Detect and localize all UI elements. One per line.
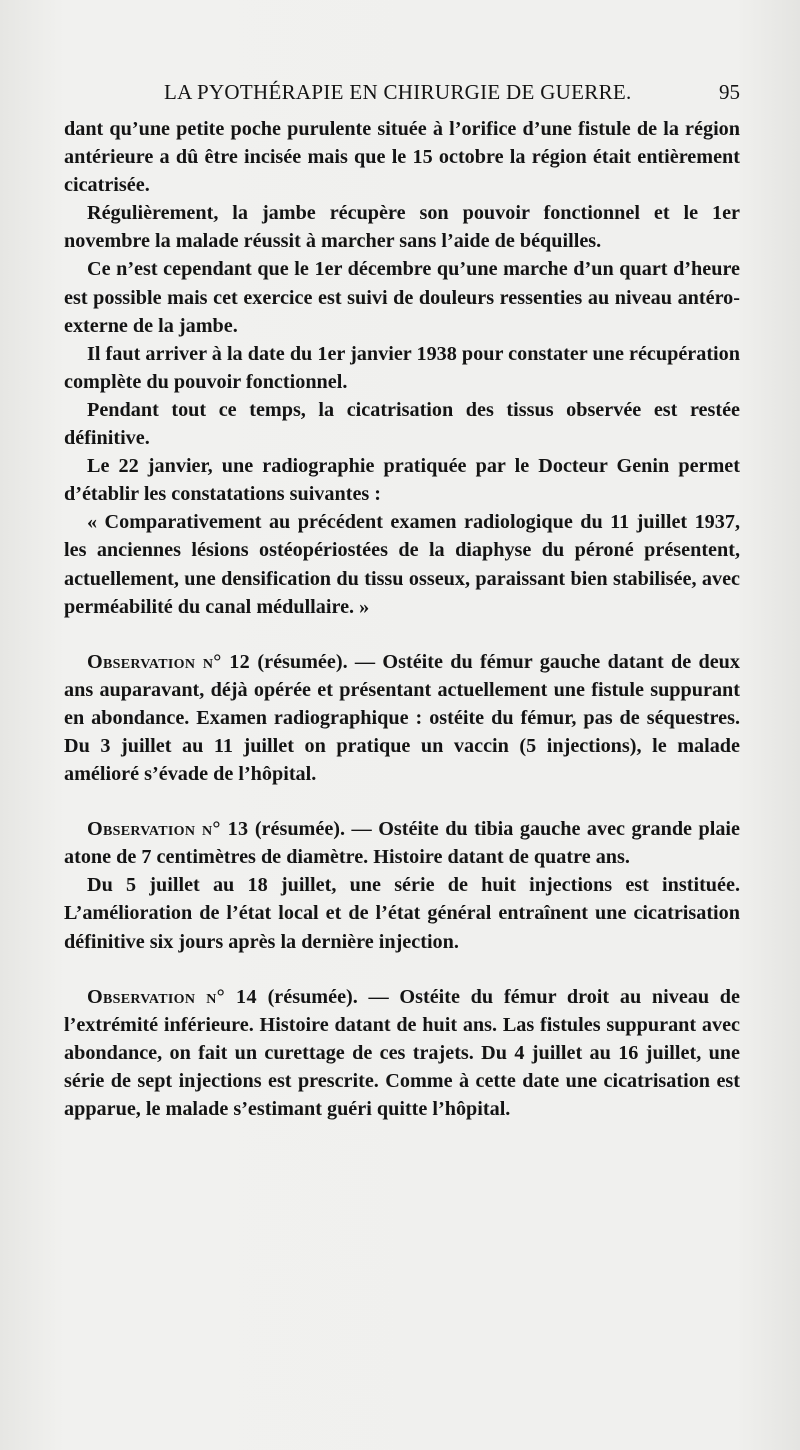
paragraph: Régulièrement, la jambe récupère son pouvoir fonctionnel et le 1er novembre la malade réussit à marcher sans l’aide de béquilles.: [64, 202, 740, 253]
paragraph: Ce n’est cependant que le 1er décembre qu’une marche d’un quart d’heure est possible mais cet exercice est suivi de douleurs ressenties au niveau antéro-externe de la jambe.: [64, 258, 740, 337]
running-title: LA PYOTHÉRAPIE EN CHIRURGIE DE GUERRE.: [164, 80, 632, 104]
paragraph: Pendant tout ce temps, la cicatrisation des tissus observée est restée définitive.: [64, 398, 740, 450]
page-number: 95: [719, 80, 740, 104]
body-text: [64, 115, 740, 1123]
observation-label: Observation n° 13: [87, 818, 249, 841]
observation-12: [64, 648, 740, 788]
observation-text: (résumée). — Ostéite du fémur droit au niveau de l’extrémité inférieure. Histoire datant de huit ans. Las fistules suppurant avec abondance, on fait un curettage de ces trajets. Du 4 juillet au 16 juillet, une série de sept injections est prescrite. Comme à cette date une cicatrisation est apparue, le malade s’estimant guéri quitte l’hôpital.: [64, 985, 740, 1120]
observation-14: [64, 983, 740, 1123]
quoted-paragraph: « Comparativement au précédent examen radiologique du 11 juillet 1937, les anciennes lésions ostéopériostées de la diaphyse du péroné présentent, actuellement, une densification du tissu osseux, paraissant bien stabilisée, avec perméabilité du canal médullaire. »: [64, 511, 740, 618]
paragraph: dant qu’une petite poche purulente située à l’orifice d’une fistule de la région antérieure a dû être incisée mais que le 15 octobre la région était entièrement cicatrisée.: [64, 118, 740, 197]
observation-label: Observation n° 14: [87, 985, 257, 1008]
paragraph: Le 22 janvier, une radiographie pratiquée par le Docteur Genin permet d’établir les constatations suivantes :: [64, 455, 740, 506]
observation-13: [64, 815, 740, 871]
paragraph: Du 5 juillet au 18 juillet, une série de huit injections est instituée. L’amélioration de l’état local et de l’état général entraînent une cicatrisation définitive six jours après la dernière injection.: [64, 874, 740, 953]
paragraph: Il faut arriver à la date du 1er janvier 1938 pour constater une récupération complète du pouvoir fonctionnel.: [64, 342, 740, 393]
observation-text: (résumée). — Ostéite du fémur gauche datant de deux ans auparavant, déjà opérée et présentant actuellement une fistule suppurant en abondance. Examen radiographique : ostéite du fémur, pas de séquestres. Du 3 juillet au 11 juillet on pratique un vaccin (5 injections), le malade amélioré s’évade de l’hôpital.: [64, 650, 741, 786]
observation-label: Observation n° 12: [87, 650, 251, 673]
page-header: [64, 80, 740, 110]
observation-text: (résumée). — Ostéite du tibia gauche avec grande plaie atone de 7 centimètres de diamètre. Histoire datant de quatre ans.: [64, 818, 740, 869]
